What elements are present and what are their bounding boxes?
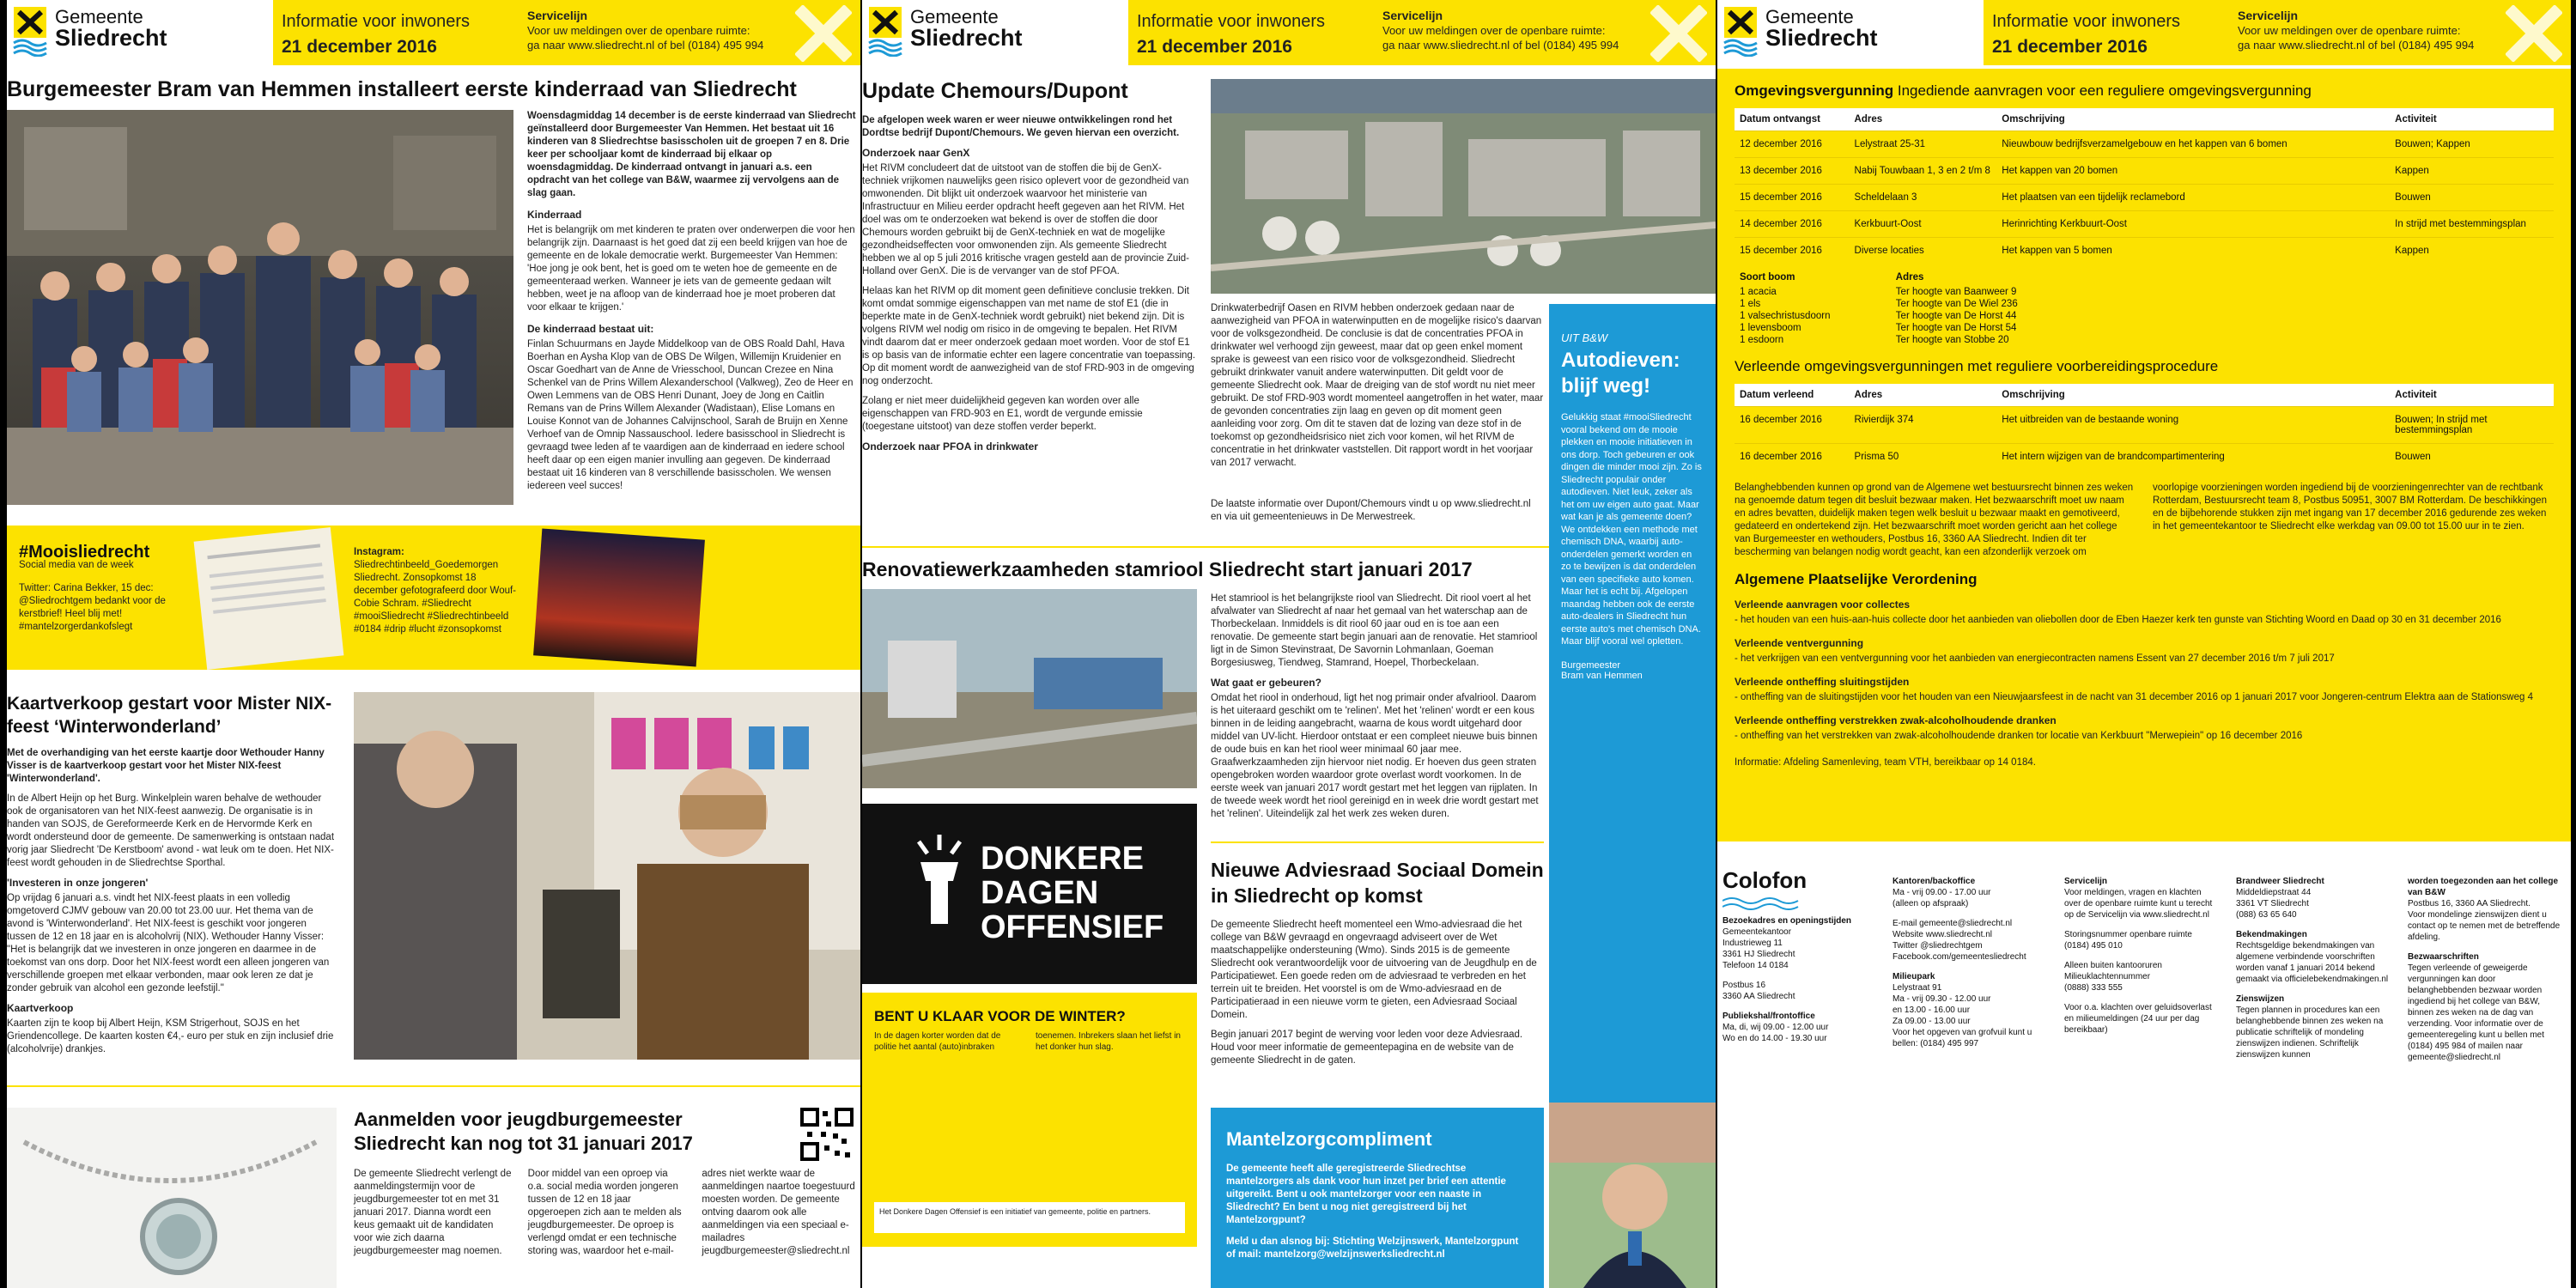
uit-sign1: Burgemeester <box>1561 659 1621 671</box>
colofon-line: 3361 VT Sliedrecht <box>2236 899 2309 908</box>
gemeente-label: Gemeente <box>1765 6 1854 27</box>
aanvraag-row-cell: Kappen <box>2390 158 2554 185</box>
boom-row-cell: 1 els <box>1740 299 1761 309</box>
kaart-title: Kaartverkoop gestart voor Mister NIX-feest ‘Winterwonderland’ <box>7 694 332 737</box>
colofon-line <box>1893 963 2047 971</box>
cross-emblem-icon <box>1650 5 1707 62</box>
verleend-row-cell: Het intern wijzigen van de brandcompartimentering <box>1996 444 2390 471</box>
verleend-row-cell: Bouwen <box>2390 444 2554 471</box>
colofon-line: Voor o.a. klachten over geluidsoverlast en milieumeldingen (24 uur per dag bereikbaar) <box>2064 1003 2212 1035</box>
colofon-line: Brandweer Sliedrecht <box>2236 877 2324 886</box>
mooisliedrecht-box <box>7 526 860 670</box>
bomen-table <box>1735 269 2095 346</box>
aanvraag-row-cell: Lelystraat 25-31 <box>1850 131 1997 158</box>
date-label: 21 december 2016 <box>1992 37 2148 57</box>
mooi-twitter: Twitter: Carina Bekker, 15 dec: @Sliedrochtgem bedankt voor de kerstbrief! Heel blij met! #mantelzorgerdankofslegt <box>19 583 166 632</box>
apv-item-heading: Verleende ontheffing sluitingstijden <box>1735 676 1910 688</box>
colofon-line: (0184) 495 010 <box>2064 941 2123 951</box>
bekendmakingen-box <box>1717 69 2571 841</box>
kaart-text3: Kaarten zijn te koop bij Albert Heijn, KSM Strigerhout, SOJS en het Griendencollege. De kaarten kosten €4,- euro per stuk en zijn inclusief drie (alcoholvrije) drankjes. <box>7 1018 334 1054</box>
colofon-line: Voor mondelinge zienswijzen dient u contact op te nemen met de betreffende afdeling. <box>2408 910 2561 942</box>
aanvraag-row-cell: Nabij Touwbaan 1, 3 en 2 t/m 8 <box>1850 158 1997 185</box>
colofon-line: Alleen buiten kantooruren <box>2064 961 2162 970</box>
colofon-line: en 13.00 - 16.00 uur <box>1893 1005 1971 1015</box>
aanvragen-header: Datum ontvangst <box>1735 108 1850 131</box>
qr-code-icon <box>800 1108 854 1161</box>
verleend-table <box>1735 384 2554 470</box>
verleend-header: Datum verleend <box>1735 384 1850 407</box>
masthead: Gemeente Sliedrecht Informatie voor inwoners 21 december 2016 Servicelijn Voor uw meldingen over de openbare ruimte: ga naar www.sliedrecht.nl of bel (0184) 495 994 <box>862 0 1716 65</box>
aanvraag-row-cell: Het kappen van 5 bomen <box>1996 238 2390 264</box>
insta-heading: Instagram: <box>354 547 404 557</box>
boom-row <box>1735 286 2095 298</box>
aanvraag-row-cell: 15 december 2016 <box>1735 185 1850 211</box>
verleend-title: Verleende omgevingsvergunningen met reguliere voorbereidingsprocedure <box>1735 358 2219 374</box>
logo <box>1717 0 1984 65</box>
cross-emblem-icon <box>2506 5 2562 62</box>
chemours-aerial-photo <box>1211 79 1716 294</box>
aanvraag-row <box>1735 158 2554 185</box>
colofon-line: Bezoekadres en openingstijden <box>1722 916 1852 926</box>
chem-lead: De afgelopen week waren er weer nieuwe ontwikkelingen rond het Dordtse bedrijf Dupont/Chemours. We geven hiervan een overzicht. <box>862 115 1180 138</box>
donker-line3: OFFENSIEF <box>981 909 1164 945</box>
aanvraag-row <box>1735 211 2554 238</box>
colofon-line <box>2408 943 2562 951</box>
colofon-title: Colofon <box>1722 867 1807 893</box>
uit-text: Gelukkig staat #mooiSliedrecht vooral bekend om de mooie plekken en mooie initiatieven in ons dorp. Toch gebeuren er ook dingen die minder mooi zijn. Zo is Sliedrecht populair onder autodieven. Niet leuk, zeker als het om uw eigen auto gaat. Maar wat kan je als gemeente doen? We ontdekken een methode met chemisch DNA, waarbij auto-onderdelen gemerkt worden en zo te bewijzen is dat onderdelen van een specifieke auto komen. Maar het is echt bij. Afgelopen maandag hebben ook de eerste auto-dealers in Sliedrecht hun eerste auto's met chemisch DNA. Maar blijf vooral wel opletten. <box>1561 412 1702 647</box>
riool-photo <box>862 589 1197 788</box>
colofon-line: 3360 AA Sliedrecht <box>1722 992 1795 1001</box>
colofon-line: Milieuklachtennummer <box>2064 972 2151 981</box>
aanvraag-row-cell: 12 december 2016 <box>1735 131 1850 158</box>
info-label: Informatie voor inwoners <box>1992 12 2180 31</box>
boom-row-cell: 1 levensboom <box>1740 323 1801 333</box>
apv-item-text: - het verkrijgen van een ventvergunning voor het aanbieden van energiecontracten namens Essent van 27 december 2016 t/m 7 juli 2017 <box>1735 653 2335 664</box>
boom-row-cell: Ter hoogte van De Horst 54 <box>1895 323 2017 333</box>
date-label: 21 december 2016 <box>282 37 437 57</box>
colofon-line: Tegen plannen in procedures kan een belanghebbende binnen zes weken na publicatie schriftelijk of mondeling zienswijzen indienen. Schriftelijk zienswijzen kunnen <box>2236 1005 2384 1060</box>
aanvraag-row-cell: Het plaatsen van een tijdelijk reclamebord <box>1996 185 2390 211</box>
chemours-title: Update Chemours/Dupont <box>862 79 1128 103</box>
logo <box>862 0 1128 65</box>
aanvraag-row <box>1735 238 2554 264</box>
colofon-line <box>1722 1002 1877 1011</box>
colofon-line <box>2064 951 2219 960</box>
mantelzorg-box <box>1211 1108 1544 1288</box>
aanvraag-row-cell: Kappen <box>2390 238 2554 264</box>
omg-title-normal: Ingediende aanvragen voor een reguliere omgevingsvergunning <box>1893 82 2312 99</box>
jeugd-title: Aanmelden voor jeugdburgemeester Sliedrecht kan nog tot 31 januari 2017 <box>354 1109 693 1154</box>
aanvraag-row-cell: Bouwen <box>2390 185 2554 211</box>
advies-text2: Begin januari 2017 begint de werving voor leden voor deze Adviesraad. Houd voor meer informatie de gemeentepagina en de website van de gemeente Sliedrecht in de gaten. <box>1211 1030 1523 1066</box>
colofon-line: Industrieweg 11 <box>1722 939 1783 948</box>
apv-item-text: - ontheffing van het verstrekken van zwak-alcoholhoudende dranken tor locatie van Kerkbuurt "Merwepiein" op 16 december 2016 <box>1735 731 2303 741</box>
donkere-dagen-box <box>862 804 1197 984</box>
aanvraag-row-cell: Kerkbuurt-Oost <box>1850 211 1997 238</box>
mantel-title: Mantelzorgcompliment <box>1226 1128 1432 1150</box>
colofon-line: Ma, di, wij 09.00 - 12.00 uur <box>1722 1023 1829 1032</box>
colofon-line: Twitter @sliedrechtgem <box>1893 941 1983 951</box>
colofon-line: Ma - vrij 09.00 - 17.00 uur <box>1893 888 1991 897</box>
verleend-row-cell: 16 december 2016 <box>1735 444 1850 471</box>
verleend-row-cell: 16 december 2016 <box>1735 407 1850 444</box>
colofon-line: Middeldiepstraat 44 <box>2236 888 2312 897</box>
masthead: Gemeente Sliedrecht Informatie voor inwoners 21 december 2016 Servicelijn Voor uw meldingen over de openbare ruimte: ga naar www.sliedrecht.nl of bel (0184) 495 994 <box>7 0 860 65</box>
tree-header-adres: Adres <box>1895 272 1924 283</box>
colofon-line: Bezwaarschriften <box>2408 952 2479 962</box>
kaart-sub1: 'Investeren in onze jongeren' <box>7 877 149 889</box>
apv-title: Algemene Plaatselijke Verordening <box>1735 571 1978 587</box>
chem-text5: De laatste informatie over Dupont/Chemours vindt u op www.sliedrecht.nl en via uit gemeentenieuws in De Merwestreek. <box>1211 499 1531 522</box>
boom-row-cell: Ter hoogte van Baanweer 9 <box>1895 287 2017 297</box>
colofon-line: Tegen verleende of geweigerde vergunningen kan door belanghebbenden bezwaar worden ingediend bij het college van B&W, binnen zes weken na de dag van verzending. Voor informatie over de gemeenteregeling kunt u bellen met (0184) 495 984 of mailen naar gemeente@sliedrecht.nl <box>2408 963 2544 1062</box>
colofon-line: Telefoon 14 0184 <box>1722 961 1789 970</box>
uit-title: Autodieven: blijf weg! <box>1561 349 1680 398</box>
uit-bw-box <box>1549 304 1716 1103</box>
colofon-line: E-mail gemeente@sliedrecht.nl <box>1893 919 2013 928</box>
colofon-line: 3361 HJ Sliedrecht <box>1722 950 1795 959</box>
riool-title: Renovatiewerkzaamheden stamriool Sliedrecht start januari 2017 <box>862 558 1473 580</box>
aanvraag-row-cell: 15 december 2016 <box>1735 238 1850 264</box>
colofon-line: Wo en do 14.00 - 19.30 uur <box>1722 1034 1827 1043</box>
boom-row-cell: 1 esdoorn <box>1740 335 1784 345</box>
winter-text: In de dagen korter worden dat de politie het aantal (auto)inbraken toenemen. Inbrekers slaan het liefst in het donker hun slag. <box>874 1031 1181 1052</box>
aanvraag-row-cell: 14 december 2016 <box>1735 211 1850 238</box>
aanvraag-row <box>1735 185 2554 211</box>
colofon-line: (088) 63 65 640 <box>2236 910 2297 920</box>
gemeente-label: Gemeente <box>910 6 999 27</box>
apv-info: Informatie: Afdeling Samenleving, team VTH, bereikbaar op 14 0184. <box>1735 757 2036 768</box>
svc-title: Servicelijn <box>2238 9 2299 22</box>
chem-sub1: Onderzoek naar GenX <box>862 147 970 159</box>
boom-row-cell: 1 acacia <box>1740 287 1777 297</box>
date-label: 21 december 2016 <box>1137 37 1292 57</box>
colofon-line: Servicelijn <box>2064 877 2108 886</box>
page-3 <box>1717 0 2571 1288</box>
apv-item-text: - ontheffing van de sluitingstijden voor het houden van een Nieuwjaarsfeest in de nacht van 31 december 2016 op 1 januari 2017 voor Jongeren-centrum Elektra aan de Stationsweg 4 <box>1735 692 2533 702</box>
boom-row-cell: 1 valsechristusdoorn <box>1740 311 1831 321</box>
boom-row-cell: Ter hoogte van Stobbe 20 <box>1895 335 2009 345</box>
verleend-col2: voorlopige voorzieningen worden ingediend bij de voorzieningenrechter van de rechtbank Rotterdam, Bestuursrecht team 8, Postbus 50951, 3007 BM Rotterdam. De beschikkingen en de bijbehorende stukken zijn met ingang van 17 december 2016 gedurende zes weken in het gemeentekantoor te Sliedrecht elke werkdag van 09.00 tot 15.00 uur in te zien. <box>2153 483 2547 532</box>
winter-sponsors: Het Donkere Dagen Offensief is een initiatief van gemeente, politie en partners. <box>879 1207 1151 1216</box>
verleend-row <box>1735 444 2554 471</box>
kaart-text2: Op vrijdag 6 januari a.s. vindt het NIX-feest plaats in een volledig omgetoverd CJMV gebouw van 20.00 tot 23.00 uur. Het thema van de avond is 'Winterwonderland'. Het NIX-feest is geschikt voor jongeren tussen de 12 en 18 jaar en is alcoholvrij (NIX). Wethouder Hanny Visser: "Het is belangrijk dat we investeren in onze jongeren en daarmee in de toekomst van ons dorp. Door het NIX-feest wordt een alleen jongeren van verschillende groepen met elkaar verbonden, maar ook leren ze dat je zonder gebruik van alcohol een gezonde leefstijl." <box>7 893 330 993</box>
chem-text2: Helaas kan het RIVM op dit moment geen definitieve conclusie trekken. Dit komt omdat sommige eigenschappen van met name de stof E1 (die in beperkte mate in de GenX-techniek wordt gebruikt) niet bekend zijn. Dit is volgens RIVM wel nodig om risico in de omgeving te bepalen. Het RIVM vindt daarom dat er meer onderzoek gedaan moet worden. Voor de stof E1 is op basis van de informatie echter een lagere concentratie van toepassing. Op dit moment wordt de aanwezigheid van de stof FRD-903 in de omgeving nog onderzocht. <box>862 286 1196 386</box>
kaart-sub2: Kaartverkoop <box>7 1002 74 1014</box>
aanvraag-row-cell: Bouwen; Kappen <box>2390 131 2554 158</box>
aanvragen-header: Activiteit <box>2390 108 2554 131</box>
crest-icon <box>867 5 903 57</box>
aanvraag-row-cell: Herinrichting Kerkbuurt-Oost <box>1996 211 2390 238</box>
boom-row <box>1735 310 2095 322</box>
mantel-text2: Meld u dan alsnog bij: Stichting Welzijnswerk, Mantelzorgpunt of mail: mantelzorg@welzijnswerksliedrecht.nl <box>1226 1236 1519 1260</box>
winter-box <box>862 993 1197 1247</box>
aanvraag-row-cell: Scheldelaan 3 <box>1850 185 1997 211</box>
aanvragen-header: Adres <box>1850 108 1997 131</box>
advies-text1: De gemeente Sliedrecht heeft momenteel een Wmo-adviesraad die het college van B&W gevraagd en ongevraagd adviseert over de Wet maatschappelijke ondersteuning (Wmo). Sinds 2015 is de gemeente Sliedrecht ook verantwoordelijk voor de uitvoering van de Jeugdhulp en de Participatiewet. Een goede reden om de adviesraad te verbreden en het terrein uit te breiden. Het voorstel is om de Wmo-adviesraad en de Participatieraad in een nieuwe vorm te gieten, een Adviesraad Sociaal Domein. <box>1211 920 1537 1020</box>
jeugd-col2: Door middel van een oproep via o.a. social media worden jongeren tussen de 12 en 18 jaar opgeroepen zich aan te melden als jeugdburgemeester. De oproep is verlengd omdat er een technische storing was, waardoor het e-mail- <box>527 1169 682 1256</box>
colofon-line: (0888) 333 555 <box>2064 983 2123 993</box>
colofon-line: (alleen op afspraak) <box>1893 899 1969 908</box>
info-label: Informatie voor inwoners <box>282 12 470 31</box>
logo <box>7 0 273 65</box>
colofon-line: Gemeentekantoor <box>1722 927 1792 937</box>
riool-text1: Het stamriool is het belangrijkste riool van Sliedrecht. Dit riool voert al het afvalwater van Sliedrecht af naar het gemaal van het waterschap aan de Thorbeckelaan. Inmiddels is dit riool 60 jaar oud en is toe aan een renovatie. De gemeente start begin januari aan de renovatie. Het stamriool ligt in de Simon Stevinstraat, De Savornin Lohmanlaan, Goeman Borgesiusweg, Tiendweg, Stamrand, Hoepel, Thorbeckelaan. <box>1211 593 1538 668</box>
svc-title: Servicelijn <box>1382 9 1443 22</box>
donker-line2: DAGEN <box>981 875 1099 911</box>
colofon-line <box>1722 971 1877 980</box>
colofon-line: Facebook.com/gemeentesliedrecht <box>1893 952 2026 962</box>
kaart-lead: Met de overhandiging van het eerste kaartje door Wethouder Hanny Visser is de kaartverkoop gestart voor het Mister NIX-feest 'Winterwonderland'. <box>7 748 325 784</box>
crest-icon <box>1722 5 1759 57</box>
apv-item-text: - het houden van een huis-aan-huis collecte door het aanbieden van oliebollen door de Eben Haezer kerk ten gunste van Stichting Woord en Daad op 30 en 31 december 2016 <box>1735 615 2501 625</box>
cross-emblem-icon <box>795 5 852 62</box>
boom-row-cell: Ter hoogte van De Wiel 236 <box>1895 299 2018 309</box>
aanvraag-row-cell: 13 december 2016 <box>1735 158 1850 185</box>
verleend-col1: Belanghebbenden kunnen op grond van de Algemene wet bestuursrecht binnen zes weken na genoemde datum tegen dit besluit bezwaar maken. Het bezwaarschrift moet uw naam en adres bevatten, duidelijk maken tegen welk besluit u bezwaar maakt en gemotiveerd, gedateerd en ondertekend zijn. Het bezwaarschrift moet worden gericht aan het college van Burgemeester en wethouders, Postbus 16, 3360 AA Sliedrecht. Indien dit ter bescherming van belangen nodig wordt geacht, kan een afzonderlijk verzoek om <box>1735 483 2134 557</box>
aanvraag-row-cell: Diverse locaties <box>1850 238 1997 264</box>
burgemeester-photo <box>1549 1103 1716 1288</box>
ketting-photo <box>7 1108 337 1288</box>
kinderraad-text1: Het is belangrijk om met kinderen te praten over onderwerpen die voor hen belangrijk zijn. Daarnaast is het goed dat zij een beeld krijgen van hoe de gemeente en de lokale democratie werkt. Burgemeester Van Hemmen: 'Hoe jong je ook bent, het is goed om te weten hoe de gemeente en de gemeenteraad werken. Wanneer je iets van de gemeente gedaan wilt hebben, weet je na afloop van de kinderraad hoe je moet proberen dat voor elkaar te krijgen.' <box>527 225 855 313</box>
svc-title: Servicelijn <box>527 9 588 22</box>
advies-title: Nieuwe Adviesraad Sociaal Domein in Sliedrecht op komst <box>1211 859 1544 907</box>
mooi-title: #Mooisliedrecht <box>19 543 150 562</box>
colofon-line: Zienswijzen <box>2236 994 2285 1004</box>
apv-item-heading: Verleende aanvragen voor collectes <box>1735 598 1911 611</box>
masthead: Gemeente Sliedrecht Informatie voor inwoners 21 december 2016 Servicelijn Voor uw meldingen over de openbare ruimte: ga naar www.sliedrecht.nl of bel (0184) 495 994 <box>1717 0 2571 65</box>
kinderraad-title: Burgemeester Bram van Hemmen installeert eerste kinderraad van Sliedrecht <box>7 77 797 101</box>
colofon-line: Milieupark <box>1893 972 1935 981</box>
mooi-sub: Social media van de week <box>19 560 134 570</box>
kinderraad-lead: Woensdagmiddag 14 december is de eerste kinderraad van Sliedrecht geïnstalleerd door Burgemeester Van Hemmen. Het bestaat uit 16 kinderen van 8 Sliedrechtse basisscholen uit de groepen 7 en 8. Drie keer per schooljaar komt de kinderraad bij elkaar op woensdagmiddag. De kinderraad ontvangt in januari a.s. een opdracht van het college van B&W, waarmee zij vervolgens aan de slag gaan. <box>527 111 856 198</box>
flashlight-icon <box>914 833 965 927</box>
colofon-line: Postbus 16 <box>1722 981 1766 990</box>
colofon-line <box>2236 920 2391 929</box>
colofon-line: Bekendmakingen <box>2236 930 2307 939</box>
aanvraag-row-cell: In strijd met bestemmingsplan <box>2390 211 2554 238</box>
jeugd-col3: adres niet werkte waar de aanmeldingen naartoe toegestuurd moesten worden. De gemeente ontving daarom ook alle aanmeldingen via een speciaal e-mailadres jeugdburgemeester@sliedrecht.nl <box>702 1169 855 1256</box>
aanvragen-header: Omschrijving <box>1996 108 2390 131</box>
kinderraad-text2: Finlan Schuurmans en Jayde Middelkoop van de OBS Roald Dahl, Hava Boerhan en Aysha Klop van de OBS De Wilgen, Willemijn Kruidenier en Oscar Goedhart van de Anne de Vriesschool, Duncan Crezee en Nina Schenkel van de Prins Willem Alexanderschool (Valkweg), Zeo de Heer en Owen Lemmens van de OBS Henri Dunant, Joey de Jong en Caitlin Remans van de Prins Willem Alexander (Wadistaan), Elise Lomans en Louise Konnot van de Johannes Calvijnschool, Sarah de Bruijn en Xenne Verhoef van de Omnip Nassauschool. Iedere basisschool in Sliedrecht is gevraagd twee leden af te vaardigen aan de kinderraad en iedere school heeft daar op een eigen manier invulling aan gegeven. De kinderraad bestaat uit 16 kinderen van 8 verschillende basisscholen. We wensen iedereen veel succes! <box>527 339 854 491</box>
riool-text2: Omdat het riool in onderhoud, ligt het nog primair onder afvalriool. Daarom is het uiteraard geschikt om te 'relinen'. Met het 'relinen' wordt er een kous binnen in de leiding aangebracht, waarna de kous wordt uitgehard door middel van UV-licht. Hierdoor ontstaat er een compleet nieuwe buis binnen de oude buis en kan het riool weer minimaal 60 jaar mee. Graafwerkzaamheden zijn hiervoor niet nodig. Er hoeven dus geen straten opengebroken worden waardoor grote overlast wordt voorkomen. In de eerste week van januari 2017 wordt gestart met het leggen van rijplaten. In de tweede week wordt het riool gereinigd en in week drie wordt gestart met het 'relinen'. Uiteindelijk zal het werk zes weken duren. <box>1211 693 1539 819</box>
kerstbrief-photo <box>194 527 344 670</box>
verleend-row-cell: Bouwen; In strijd met bestemmingsplan <box>2390 407 2554 444</box>
gemeente-label: Gemeente <box>55 6 143 27</box>
crest-icon <box>12 5 48 57</box>
uit-kicker: UIT B&W <box>1561 331 1608 344</box>
tree-header-soort: Soort boom <box>1740 272 1795 283</box>
aanvraag-row-cell: Nieuwbouw bedrijfsverzamelgebouw en het kappen van 6 bomen <box>1996 131 2390 158</box>
kinderraad-sub2: De kinderraad bestaat uit: <box>527 323 654 335</box>
plaats-label: Sliedrecht <box>1765 25 1878 51</box>
mantel-text1: De gemeente heeft alle geregistreerde Sliedrechtse mantelzorgers als dank voor hun inzet per brief een attentie uitgereikt. Bent u ook mantelzorger voor een naaste in Sliedrecht? En bent u nog niet geregistreerd bij het Mantelzorgpunt? <box>1226 1163 1506 1225</box>
kaartverkoop-photo <box>354 692 860 1060</box>
verleend-header: Activiteit <box>2390 384 2554 407</box>
colofon-line: Kantoren/backoffice <box>1893 877 1976 886</box>
verleend-row-cell: Rivierdijk 374 <box>1850 407 1997 444</box>
jeugd-col1: De gemeente Sliedrecht verlengt de aanmeldingstermijn voor de jeugdburgemeester tot en met 31 januari 2017. Dianna wordt een keus gemaakt uit de kandidaten voor wie zich daarna jeugdburgemeester mag noemen. <box>354 1169 512 1256</box>
verleend-row <box>1735 407 2554 444</box>
winter-title: BENT U KLAAR VOOR DE WINTER? <box>874 1008 1126 1024</box>
kinderraad-sub1: Kinderraad <box>527 209 582 221</box>
colofon-line: Lelystraat 91 <box>1893 983 1942 993</box>
zonsopkomst-photo <box>533 529 705 667</box>
donker-line1: DONKERE <box>981 841 1145 877</box>
info-label: Informatie voor inwoners <box>1137 12 1325 31</box>
colofon-line <box>2064 920 2219 929</box>
chem-text1: Het RIVM concludeert dat de uitstoot van de stoffen die bij de GenX-techniek vrijkomen nauwelijks geen risico oplevert voor de gezondheid van omwonenden. Dit blijkt uit onderzoek waarvoor het ministerie van Infrastructuur en Milieu eerder opdracht heeft gegeven aan het RIVM. Het doel was om te onderzoeken wat bekend is over de stoffen die door Chemours worden gebruikt bij de GenX-techniek en wat de mogelijke gezondheidseffecten voor omwonenden zijn. Als gemeente Sliedrecht hebben we al op 5 juli 2016 kritische vragen gesteld aan de provincie Zuid-Holland over GenX. Die is de vervanger van de stof PFOA. <box>862 163 1190 276</box>
verleend-row-cell: Het uitbreiden van de bestaande woning <box>1996 407 2390 444</box>
colofon-line: Website www.sliedrecht.nl <box>1893 930 1992 939</box>
verleend-header: Adres <box>1850 384 1997 407</box>
aanvraag-row-cell: Het kappen van 20 bomen <box>1996 158 2390 185</box>
colofon-line: Storingsnummer openbare ruimte <box>2064 930 2192 939</box>
colofon-line <box>2064 993 2219 1002</box>
chem-sub2: Onderzoek naar PFOA in drinkwater <box>862 440 1038 453</box>
colofon-line: Rechtsgeldige bekendmakingen van algemene verbindende voorschriften worden vanaf 1 januari 2014 bekend gemaakt via officielebekendmakingen.nl <box>2236 941 2389 984</box>
apv-item-heading: Verleende ventvergunning <box>1735 637 1864 649</box>
colofon-line: worden toegezonden aan het college van B&W <box>2408 877 2559 897</box>
plaats-label: Sliedrecht <box>910 25 1023 51</box>
colofon-line: Voor meldingen, vragen en klachten over de openbare ruimte kunt u terecht op de Servicelijn via www.sliedrecht.nl <box>2064 888 2213 920</box>
omg-title-bold: Omgevingsvergunning <box>1735 82 1894 99</box>
colofon-line <box>1893 909 2047 918</box>
plaats-label: Sliedrecht <box>55 25 167 51</box>
waves-icon <box>1722 896 1800 910</box>
page-1 <box>7 0 860 1288</box>
aanvraag-row <box>1735 131 2554 158</box>
riool-sub1: Wat gaat er gebeuren? <box>1211 677 1321 689</box>
boom-row <box>1735 322 2095 334</box>
chem-text3: Zolang er niet meer duidelijkheid gegeven kan worden over alle eigenschappen van FRD-903 en E1, wordt de vergunde emissie (toegestane uitstoot) van deze stoffen verder beperkt. <box>862 396 1143 432</box>
verleend-header: Omschrijving <box>1996 384 2390 407</box>
boom-row-cell: Ter hoogte van De Horst 44 <box>1895 311 2017 321</box>
kaart-text1: In de Albert Heijn op het Burg. Winkelplein waren behalve de wethouder ook de organisatoren van het NIX-feest aanwezig. De organisatie is in handen van SOJS, de Gereformeerde Kerk en de Hervormde Kerk en wordt ondersteund door de gemeente. De samenwerking is ontstaan nadat vorig jaar Sliedrecht 'De Kerstboom' avond - wat leuk om te doen. Het NIX-feest wordt gehouden in de Sliedrechtse Sporthal. <box>7 793 335 868</box>
uit-sign2: Bram van Hemmen <box>1561 670 1643 681</box>
boom-row <box>1735 334 2095 346</box>
colofon-line: Voor het opgeven van grofvuil kunt u bellen: (0184) 495 997 <box>1893 1028 2032 1048</box>
boom-row <box>1735 298 2095 310</box>
apv-item-heading: Verleende ontheffing verstrekken zwak-alcoholhoudende dranken <box>1735 714 2057 726</box>
colofon-line: Za 09.00 - 13.00 uur <box>1893 1017 1971 1026</box>
colofon-line: Postbus 16, 3360 AA Sliedrecht. <box>2408 899 2530 908</box>
colofon-line: Ma - vrij 09.30 - 12.00 uur <box>1893 994 1991 1004</box>
colofon-line: Publiekshal/frontoffice <box>1722 1012 1815 1021</box>
aanvragen-table <box>1735 108 2554 264</box>
colofon-line <box>2236 985 2391 993</box>
verleend-row-cell: Prisma 50 <box>1850 444 1997 471</box>
insta-text: Sliedrechtinbeeld_Goedemorgen Sliedrecht. Zonsopkomst 18 december gefotografeerd door Wouf-Cobie Schram. #Sliedrecht #mooiSliedrecht #Sliedrechtinbeeld #0184 #drip #lucht #zonsopkomst <box>354 560 517 635</box>
kinderraad-photo <box>7 110 513 505</box>
page-2 <box>862 0 1716 1288</box>
chem-text4: Drinkwaterbedrijf Oasen en RIVM hebben onderzoek gedaan naar de aanwezigheid van PFOA in waterwinputten en de mogelijke risico's daarvan voor de volksgezondheid. De conclusie is dat de concentraties PFOA in drinkwater wel verhoogd zijn geweest, maar dat op geen enkel moment sprake is geweest van een risico voor de volksgezondheid. Sliedrecht gebruikt drinkwater vanuit andere waterwinputten. Dit geldt voor de gemeente Sliedrecht ook. Maar de dreiging van de stof wordt nu niet meer gebruikt. De stof FRD-903 wordt momenteel aangetroffen in het water, maar de gevonden concentraties zijn laag en geven op dit moment geen aanleiding voor zorg. Om dit te staven dat de lozing van deze stof in de toekomst op gezondheidsrisico niet zich voor komen, wil het RIVM de concentratie in het drinkwater vaststellen. Dit rapport wordt in het voorjaar van 2017 verwacht. <box>1211 303 1544 468</box>
